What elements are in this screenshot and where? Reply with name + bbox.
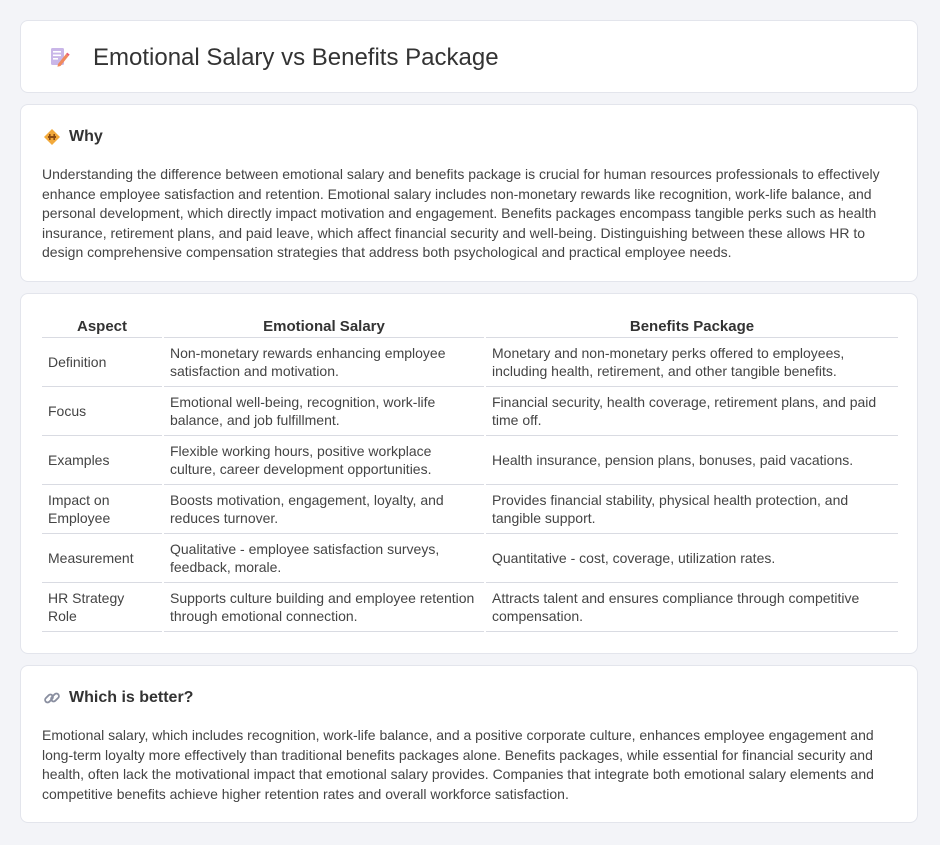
- why-section: [20, 104, 918, 282]
- document-pen-icon: [47, 45, 71, 69]
- table-row: [42, 436, 898, 485]
- row-aspect: Impact on Employee: [42, 485, 163, 534]
- row-benefits-package: Health insurance, pension plans, bonuses, paid vacations.: [485, 436, 898, 485]
- comparison-table: [42, 316, 898, 632]
- why-title: Why: [69, 128, 103, 145]
- row-aspect: Focus: [42, 387, 163, 436]
- column-header-aspect: Aspect: [42, 316, 163, 338]
- table-header-row: [42, 316, 898, 338]
- column-header-emotional-salary: Emotional Salary: [163, 316, 485, 338]
- row-aspect: Definition: [42, 338, 163, 387]
- diamond-sign-icon: [43, 128, 61, 146]
- row-emotional-salary: Qualitative - employee satisfaction surveys, feedback, morale.: [163, 534, 485, 583]
- table-row: [42, 485, 898, 534]
- row-benefits-package: Monetary and non-monetary perks offered to employees, including health, retirement, and other tangible benefits.: [485, 338, 898, 387]
- row-aspect: Examples: [42, 436, 163, 485]
- link-icon: [43, 689, 61, 707]
- row-benefits-package: Provides financial stability, physical health protection, and tangible support.: [485, 485, 898, 534]
- table-row: [42, 583, 898, 632]
- row-aspect: HR Strategy Role: [42, 583, 163, 632]
- row-emotional-salary: Emotional well-being, recognition, work-life balance, and job fulfillment.: [163, 387, 485, 436]
- row-benefits-package: Quantitative - cost, coverage, utilization rates.: [485, 534, 898, 583]
- why-text: Understanding the difference between emotional salary and benefits package is crucial for human resources professionals to effectively enhance employee satisfaction and retention. Emotional salary includes non-monetary rewards like recognition, work-life balance, and personal development, which directly impact motivation and engagement. Benefits packages encompass tangible perks such as health insurance, retirement plans, and paid leave, which affect financial security and well-being. Distinguishing between these allows HR to design comprehensive compensation strategies that address both psychological and practical employee needs.: [42, 166, 880, 261]
- header-card: [20, 20, 918, 93]
- row-benefits-package: Financial security, health coverage, retirement plans, and paid time off.: [485, 387, 898, 436]
- page-title: Emotional Salary vs Benefits Package: [93, 44, 499, 71]
- row-emotional-salary: Supports culture building and employee retention through emotional connection.: [163, 583, 485, 632]
- column-header-benefits-package: Benefits Package: [485, 316, 898, 338]
- which-is-better-section: [20, 665, 918, 823]
- table-row: [42, 338, 898, 387]
- row-aspect: Measurement: [42, 534, 163, 583]
- row-benefits-package: Attracts talent and ensures compliance through competitive compensation.: [485, 583, 898, 632]
- table-row: [42, 387, 898, 436]
- which-is-better-text: Emotional salary, which includes recognition, work-life balance, and a positive corporate culture, enhances employee engagement and long-term loyalty more effectively than traditional benefits packages alone. Benefits packages, while essential for financial security and health, often lack the motivational impact that emotional salary provides. Companies that integrate both emotional salary elements and competitive benefits achieve higher retention rates and overall workforce satisfaction.: [42, 727, 874, 802]
- comparison-section: [20, 293, 918, 654]
- row-emotional-salary: Boosts motivation, engagement, loyalty, and reduces turnover.: [163, 485, 485, 534]
- row-emotional-salary: Non-monetary rewards enhancing employee satisfaction and motivation.: [163, 338, 485, 387]
- which-is-better-title: Which is better?: [69, 689, 194, 706]
- row-emotional-salary: Flexible working hours, positive workplace culture, career development opportunities.: [163, 436, 485, 485]
- table-row: [42, 534, 898, 583]
